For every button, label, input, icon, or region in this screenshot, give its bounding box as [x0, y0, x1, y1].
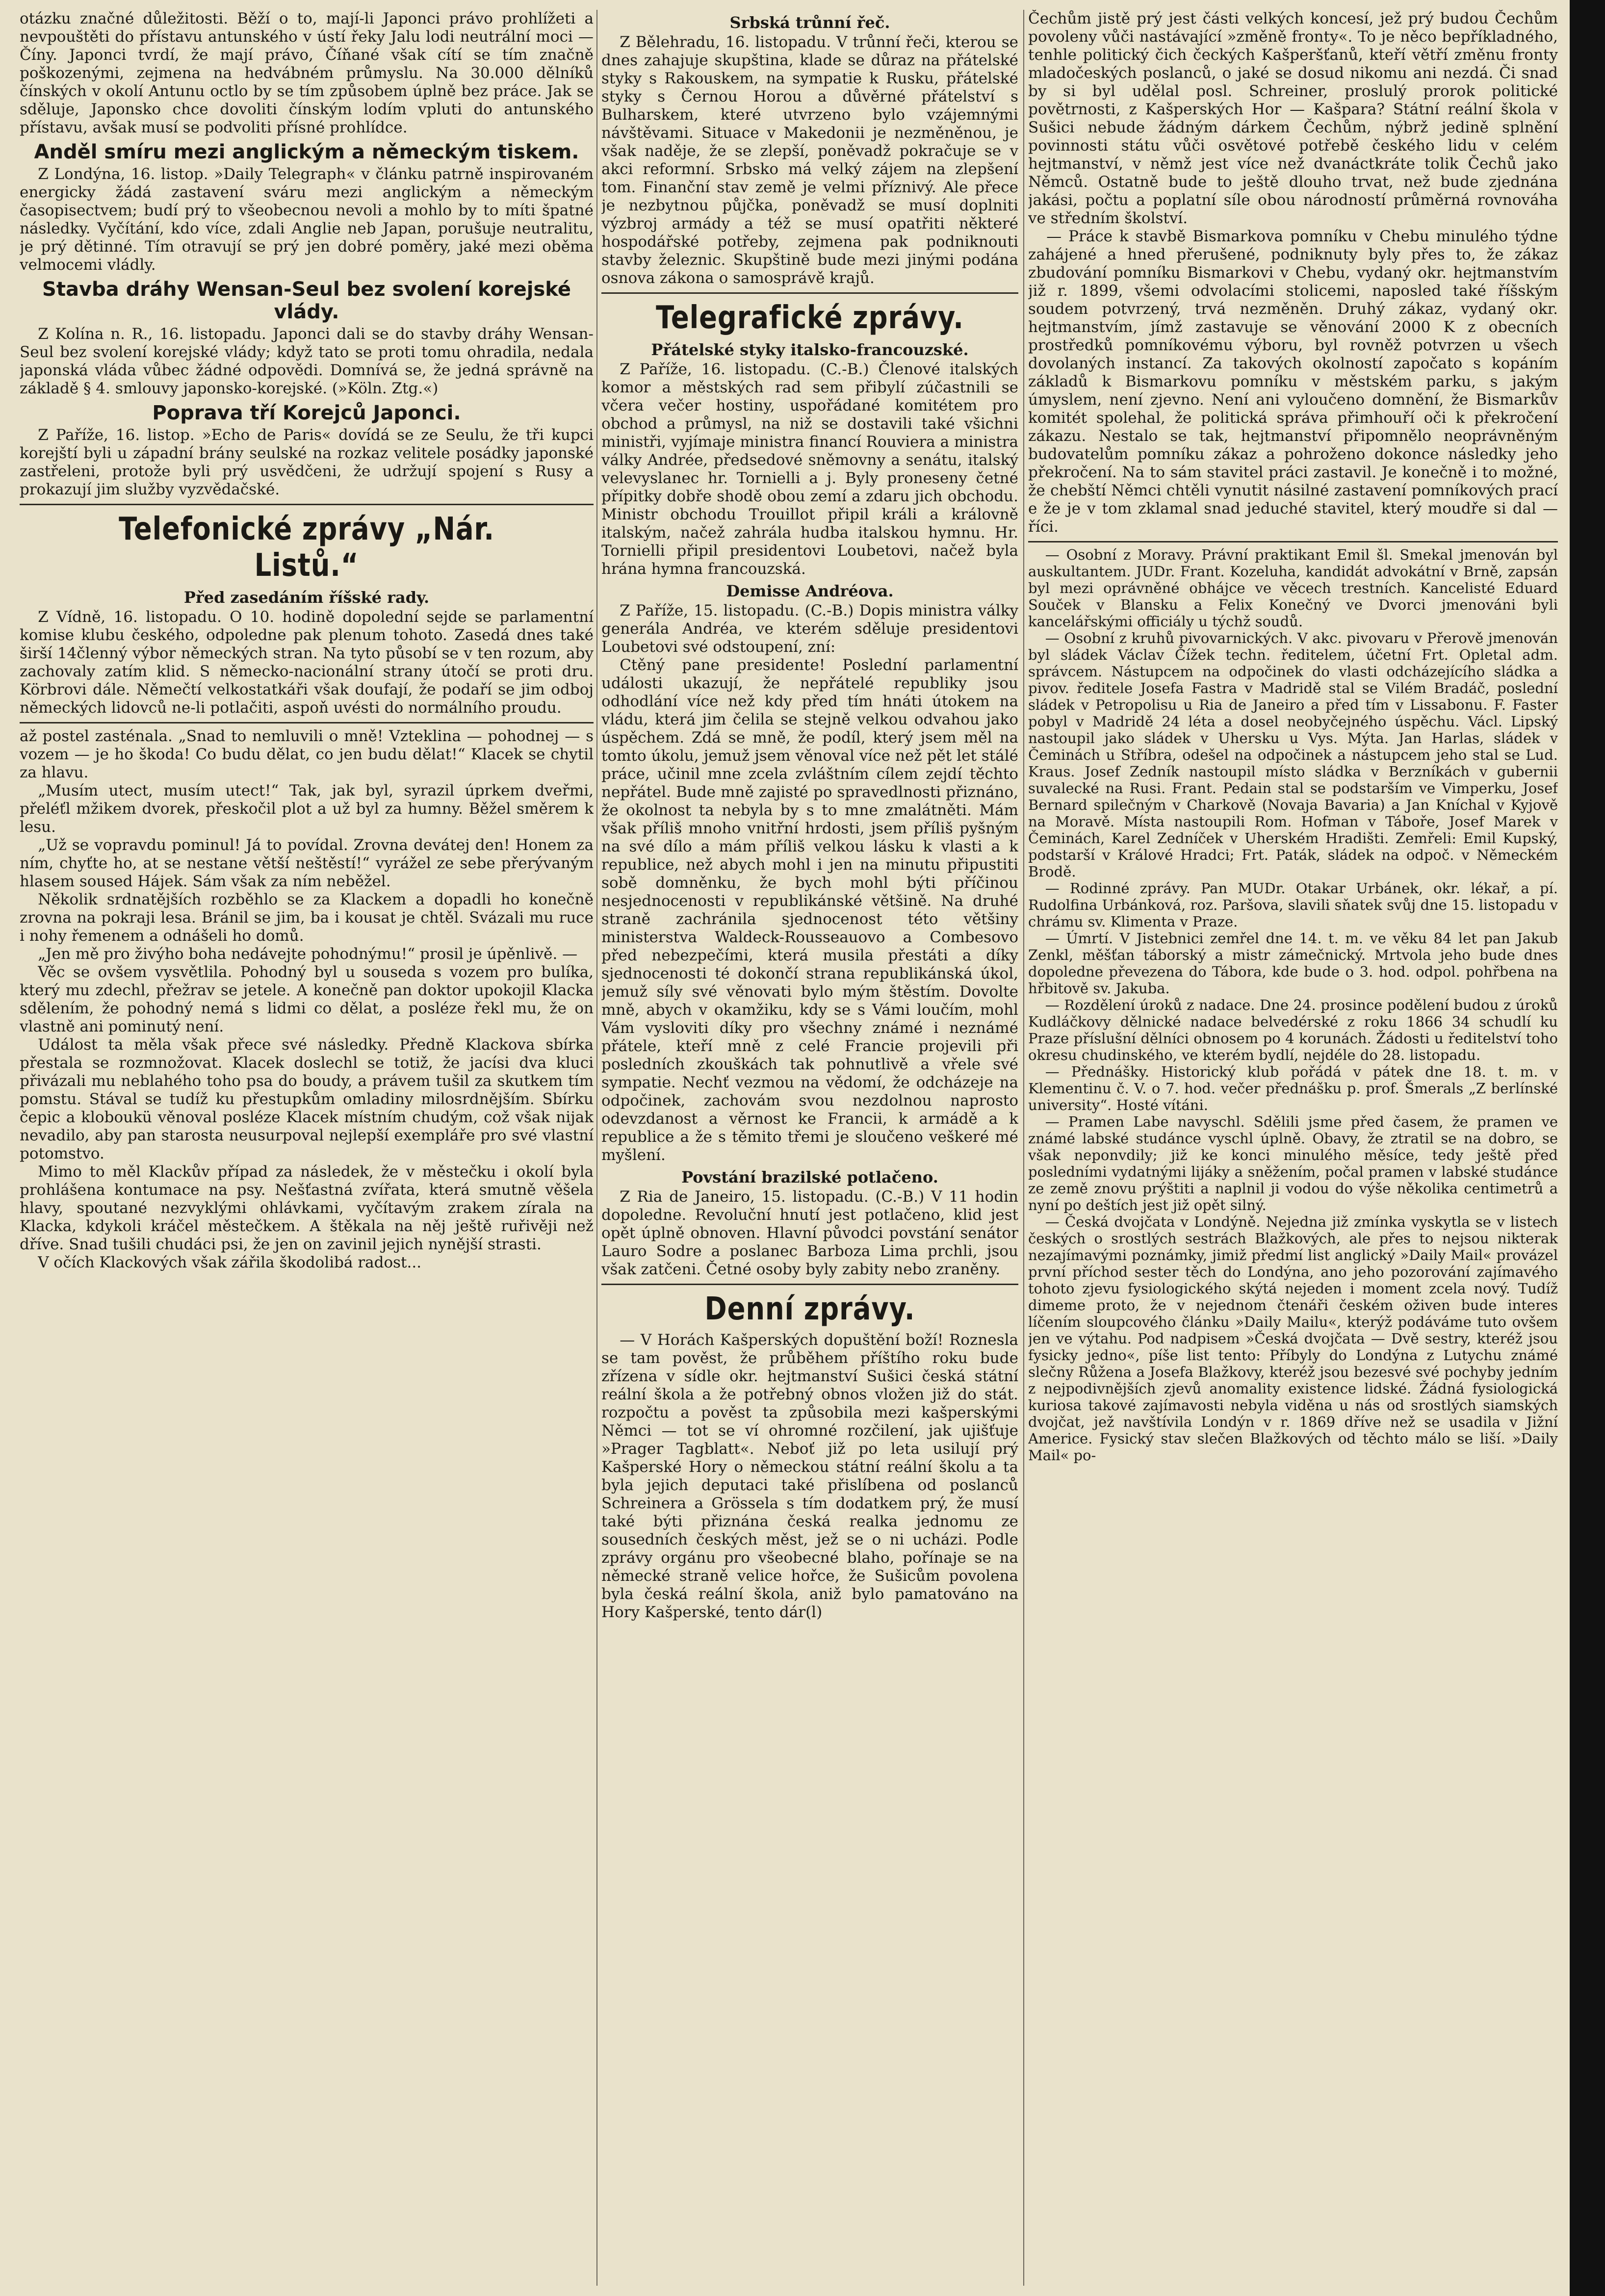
divider — [1028, 541, 1558, 542]
article-text: Z Paříže, 16. listop. »Echo de Paris« dovídá se ze Seulu, že tři kupci korejští byli u západní brány seulské na rozkaz velitele posádky japonské zastřeleni, protože byli prý usvědčeni, že udržují spojení s Rusy a prokazují jim služby vyzvědačské. — [20, 426, 594, 498]
divider — [20, 504, 594, 505]
section-title: Telefonické zprávy „Nár. Listů.“ — [119, 511, 494, 584]
divider — [20, 722, 594, 723]
column-middle — [601, 10, 1018, 2286]
article-text: — Práce k stavbě Bismarkova pomníku v Chebu minulého týdne zahájené a hned přerušené, podniknuty byly přes to, že zákaz zbudování pomníku Bismarkovi v Chebu, vydaný okr. hejtmanstvím již r. 1899, všemi odvolacími stolicemi, naposled také říšským soudem potvrzený, trvá nezměněn. Druhý zákaz, vydaný okr. hejtmanstvím, jímž zastavuje se věnování 2000 K z obecních prostředků pomníkovému výboru, byl rovněž potvrzen u všech dovolaných instancí. Za takových okolností započato s kopáním základů k Bismarkovu pomníku v městském parku, s jakým úmyslem, není zjevno. Není ani vyloučeno domnění, že Bismarkův komitét spolehal, že politická správa přimhouří oči k překročení zákazu. Nestalo se tak, hejtmanství připomnělo neoprávněným budovatelům pomníku zákaz a pohroženo dokonce následky jeho překročení. Na to sám stavitel práci zastavil. Je konečně i to možné, že chebští Němci chtěli vynutit násilné zastavení pomníkových prací e že je v tom zklamal snad jeduché stavitel, který moudře si dal — říci. — [1028, 228, 1558, 536]
article-text: Z Vídně, 16. listopadu. O 10. hodině dopolední sejde se parlamentní komise klubu českého, odpoledne pak plenum tohoto. Zasedá dnes také širší 14členný výbor německých stran. Na tyto působí se v ten rozum, aby zachovaly zatím klid. S německo-nacionální strany útočí se proti dru. Körbrovi dále. Němečtí velkostatkáři však doufají, že podaří se jim odboj německých lidovců ne-li potlačiti, aspoň uvésti do normálního proudu. — [20, 608, 594, 717]
subheadline: Demisse Andréova. — [726, 582, 894, 600]
feuilleton-text: Událost ta měla však přece své následky. Předně Klackova sbírka přestala se rozmnožovat. Klacek doslechl se totiž, že jacísi dva kluci přivázali mu neblahého toho psa do boudy, a právem tušil za skutkem tím pomstu. Stával se tudíž ku přestupkům omladiny milosrdnějším. Sbírku čepic a kloboukü věnoval posléze Klacek místním chudým, což však nijak nevadilo, aby pan starosta neusurpoval nejlepší exempláře pro své vlastní potomstvo. — [20, 1036, 594, 1162]
section-title: Telegrafické zprávy. — [656, 300, 964, 336]
headline: Poprava tří Korejců Japonci. — [152, 402, 461, 424]
feuilleton-text: Věc se ovšem vysvětlila. Pohodný byl u souseda s vozem pro bulíka, který mu zdechl, přežrav se jetele. A konečně pan doktor upokojil Klacka sdělením, že pohodný nemá s lidmi co dělat, a posléze řekl mu, že on vlastně ani pominutý není. — [20, 963, 594, 1035]
article-text: Ctěný pane presidente! Poslední parlamentní události ukazují, že nepřátelé republiky jsou odhodlání více než kdy před tím hnáti útokem na vládu, která jim čelila se stejně velkou odvahou jako úspěchem. Zdá se mně, že podíl, který jsem měl na tomto úkolu, jemuž jsem věnoval více než pět let stálé práce, učinil mne zcela zvláštním cílem zejdí těchto nepřátel. Bude mně zajisté po spravedlnosti přiznáno, že okolnost ta nebyla by s to mne zmalátněti. Mám však příliš mnoho vnitřní hrdosti, jsem příliš pyšným na své dílo a mám příliš velkou lásku k vlasti a k republice, než abych mohl i jen na minutu připustiti sobě domněnku, že bych mohl býti příčinou nesjednocenosti v republikánské většině. Na druhé straně zachránila sjednocenost této většiny ministerstva Waldeck-Rousseauovo a Combesovo před nebezpečími, která musila přestáti a díky sjednocenosti té dokončí strana republikánská úkol, jemuž síly své věnovati bylo mým štěstím. Dovolte mně, abych v okamžiku, kdy se s Vámi loučím, mohl Vám vysloviti díky pro všechny známé i neznámé přátele, kteří mně z celé Francie projevili při posledních zkouškách tak pohnutlivě a vřele své sympatie. Nechť vezmou na vědomí, že odcházeje na odpočinek, zachovám svou nezdolnou naprosto odevzdanost a věrnost ke Francii, k armádě a k republice a že s těmito třemi je sloučeno veškeré mé myšlení. — [601, 656, 1018, 1164]
feuilleton-text: Několik srdnatějších rozběhlo se za Klackem a dopadli ho konečně zrovna na pokraji lesa. Bránil se jim, ba i kousat je chtěl. Svázali mu ruce i nohy řemenem a odnášeli ho domů. — [20, 891, 594, 945]
news-item: — Přednášky. Historický klub pořádá v pátek dne 18. t. m. v Klementinu č. V. o 7. hod. večer přednášku p. prof. Šmerals „Z berlínské university“. Hosté vítáni. — [1028, 1063, 1558, 1113]
news-item: — Osobní z Moravy. Právní praktikant Emil šl. Smekal jmenován byl auskultantem. JUDr. Frant. Kozeluha, kandidát advokátní v Brně, zapsán byl mezi oprávněné obhájce ve věcech trestních. Kancelisté Eduard Souček v Blansku a Felix Konečný ve Dvorci jmenováni byli kancelářskými officiály u týchž soudů. — [1028, 546, 1558, 630]
article-text: Z Kolína n. R., 16. listopadu. Japonci dali se do stavby dráhy Wensan-Seul bez svolení korejské vlády; když tato se proti tomu ohradila, nedala japonská vláda vůbec žádné odpovědi. Domnívá se, že jedná správně na základě § 4. smlouvy japonsko-korejské. (»Köln. Ztg.«) — [20, 325, 594, 397]
news-item: — Rozdělení úroků z nadace. Dne 24. prosince podělení budou z úroků Kudláčkovy dělnické nadace belvedérské z roku 1866 34 schudlí ku Praze příslušní dělníci obnosem po 4 korunách. Žádosti u ředitelství toho okresu chudinského, ve kterém bydlí, nejdéle do 28. listopadu. — [1028, 997, 1558, 1063]
article-text: Z Ria de Janeiro, 15. listopadu. (C.-B.) V 11 hodin dopoledne. Revoluční hnutí jest potlačeno, klid jest opět úplně obnoven. Hlavní původci povstání senátor Lauro Sodre a poslanec Barboza Lima prchli, jsou však zatčeni. Četné osoby byly zabity nebo zraněny. — [601, 1188, 1018, 1278]
article-text: Z Paříže, 15. listopadu. (C.-B.) Dopis ministra války generála Andréa, ve kterém sděluje presidentovi Loubetovi své odstoupení, zní: — [601, 602, 1018, 656]
feuilleton-text: „Jen mě pro živýho boha nedávejte pohodnýmu!“ prosil je úpěnlivě. — — [38, 945, 578, 963]
column-rule — [1023, 10, 1024, 2286]
subheadline: Před zasedáním říšské rady. — [183, 588, 430, 607]
news-item: — Česká dvojčata v Londýně. Nejedna již zmínka vyskytla se v listech českých o srostlých sestrách Blažkových, ale přes to nejsou nikterak nezajímavými poznámky, jimiž předmí list anglický »Daily Mail« provázel první příchod sester těch do Londýna, ano jeho pozorování zajímavého tohoto zjevu fysiologického skýtá nejeden i moment zcela nový. Tudíž dimeme proto, že v nejednom čtenáři českém oživen bude interes líčením sloupcového článku »Daily Mailu«, kterýž podáváme tuto ovšem jen ve výtahu. Pod nadpisem »Česká dvojčata — Dvě sestry, kteréž jsou fysicky jedno«, píše list tento: Příbyly do Londýna z Lutychu známé slečny Růžena a Josefa Blažkovy, kteréž jsou bezesvé své pochyby jedním z nejpodivnějších zjevů anomality existence lidské. Žádná fysiologická kuriosa takové zajímavosti nebyla viděna u nás od srostlých siamských dvojčat, jež navštívila Londýn v r. 1869 dříve než se usadila v Jižní Americe. Fysický stav slečen Blažkových od těchto málo se liší. »Daily Mail« po- — [1028, 1213, 1558, 1464]
news-item: — Rodinné zprávy. Pan MUDr. Otakar Urbánek, okr. lékař, a pí. Rudolfina Urbánková, roz. Paršova, slavili sňatek svůj dne 15. listopadu v chrámu sv. Klimenta v Praze. — [1028, 880, 1558, 930]
headline: Anděl smíru mezi anglickým a německým tiskem. — [34, 141, 579, 163]
news-item: — Pramen Labe navyschl. Sdělili jsme před časem, že pramen ve známé labské studánce vyschl úplně. Obavy, že ztratil se na dobro, se však neponvdily; již ke konci minulého měsíce, tedy ještě před posledními vydatnými lijáky a sněžením, počal pramen v labské studánce ze země znovu prýštiti a naplnil ji vodou do výše několika centimetrů a nyní po deštích jest již opět silný. — [1028, 1113, 1558, 1213]
column-rule — [596, 10, 597, 2286]
section-title: Denní zprávy. — [704, 1291, 915, 1327]
divider — [601, 292, 1018, 294]
headline: Stavba dráhy Wensan-Seul bez svolení korejské vlády. — [42, 278, 571, 323]
article-text: Z Londýna, 16. listop. »Daily Telegraph« v článku patrně inspirovaném energicky žádá zastavení sváru mezi anglickým a německým časopisectvem; budí prý to všeobecnou nevoli a mohlo by to míti špatné následky. Vyčítání, kdo více, zdali Anglie neb Japan, porušuje neutralitu, je prý dětinné. Tím otravují se prý jen dobré poměry, jaké mezi oběma velmocemi vládly. — [20, 165, 594, 274]
feuilleton-text: V očích Klackových však zářila škodolibá radost... — [38, 1254, 422, 1271]
page-edge — [1570, 0, 1605, 2296]
column-right — [1028, 10, 1558, 2286]
subheadline: Povstání brazilské potlačeno. — [681, 1168, 938, 1187]
article-text: Z Paříže, 16. listopadu. (C.-B.) Členové italských komor a městských rad sem přibylí zúčastnili se včera večer hostiny, uspořádané komitétem pro obchod a průmysl, na niž se dostavili také všichni ministři, vyjímaje ministra financí Rouviera a ministra války Andrée, předsedové sněmovny a senátu, italský velevyslanec hr. Tornielli a j. Byly proneseny četné přípitky dobře shodě obou zemí a zdaru jich obchodu. Ministr obchodu Trouillot připil králi a královně italským, načež zahrála hudba italskou hymnu. Hr. Tornielli připil presidentovi Loubetovi, načež byla hrána hymna francouzská. — [601, 361, 1018, 578]
feuilleton-text: „Musím utect, musím utect!“ Tak, jak byl, syrazil úprkem dveřmi, přeléťl mžikem dvorek, přeskočil plot a už byl za humny. Běžel směrem k lesu. — [20, 782, 594, 836]
article-text: — V Horách Kašperských dopuštění boží! Roznesla se tam pověst, že průběhem příštího roku bude zřízena v sídle okr. hejtmanství Sušici česká státní reální škola a že potřebný obnos vložen již do stát. rozpočtu a pověst ta způsobila mezi kašperskými Němci — tot se ví ohromné rozčilení, jak ujišťuje »Prager Tagblatt«. Neboť již po leta usilují prý Kašperské Hory o německou státní reální školu a ta byla jejich deputaci také přislíbena od poslanců Schreinera a Grössela s tím dodatkem prý, že musí také býti přiznána česká realka jednomu ze sousedních českých měst, jež se o ni ucházi. Podle zprávy orgánu pro všeobecné blaho, pořínaje se na německé straně velice hořce, že Sušicům povolena byla česká reální škola, aniž bylo pamatováno na Hory Kašperské, tento dár(l) — [601, 1331, 1018, 1621]
news-item: — Úmrtí. V Jistebnici zemřel dne 14. t. m. ve věku 84 let pan Jakub Zenkl, měšťan táborský a mistr zámečnický. Mrtvola jeho bude dnes dopoledne převezena do Tábora, kde bude o 3. hod. odpol. pohřbena na hřbitově sv. Jakuba. — [1028, 930, 1558, 997]
subheadline: Přátelské styky italsko-francouzské. — [651, 340, 969, 359]
column-left — [20, 10, 594, 2286]
feuilleton-text: Mimo to měl Klackův případ za následek, že v městečku i okolí byla prohlášena kontumace na psy. Nešťastná zvířata, která smutně věšela hlavy, spoutané nezvyklými ohlávkami, vyčítavým zrakem zírala na Klacka, kdykoli kráčel městečkem. A štěkala na něj ještě ruřivěji než dříve. Snad tušili chudáci psi, že jen on zavinil jejich nynější strasti. — [20, 1163, 594, 1253]
headline: Srbská trůnní řeč. — [729, 13, 890, 32]
article-text: Čechům jistě prý jest části velkých koncesí, jež prý budou Čechům povoleny vůči nastávající »změně fronty«. To je něco bepříkladného, tenhle politický čich čeckých Kašperšťanů, kteří větří změnu fronty mladočeských poslanců, o jaké se dosud nikomu ani nezdá. Či snad by si byl udělal posl. Schreiner, proslulý prorok politické povětrnosti, z Kašperských Hor — Kašpara? Státní reální škola v Sušici nebude žádným dárkem Čechům, nýbrž jedině splnění povinnosti státu vůči osvětové potřebě českého lidu v celém hejtmanství, v němž jest více než dvanáctkráte tolik Čechů jako Němců. Ostatně bude to ještě dlouho trvat, než bude zjednána jakási, počtu a poplatní síle obou národností průměrná rovnováha ve středním školství. — [1028, 10, 1558, 227]
article-text: otázku značné důležitosti. Běží o to, mají-li Japonci právo prohlížeti a nevpouštěti do přístavu antunského v ústí řeky Jalu lodi neutrální moci — Číny. Japonci tvrdí, že mají právo, Číňané však cítí se tím značně poškozenými, zejmena na hedvábném průmyslu. Na 30.000 dělníků čínských v okolí Antunu octlo by se tím způsobem úplně bez práce. Jak se sděluje, Japonsko chce dovoliti čínským lodím vpluti do antunského přístavu, avšak musí se podvoliti přísné prohlídce. — [20, 10, 594, 136]
article-text: Z Bělehradu, 16. listopadu. V trůnní řeči, kterou se dnes zahajuje skupština, klade se důraz na přátelské styky s Rakouskem, na sympatie k Rusku, přátelské styky s Černou Horou a důvěrné přátelství s Bulharskem, které utvrzeno bylo vzájemnými návštěvami. Situace v Makedonii je nezměněnou, je však naděje, že se zlepší, poněvadž pokračuje se v akci reformní. Srbsko má velký zájem na zlepšení tom. Finanční stav země je velmi příznivý. Ale přece je nezbytnou půjčka, poněvadž se musí doplniti výzbroj armády a též se musí opatřiti některé hospodářské potřeby, zejmena pak podniknouti stavby železnic. Skupštině bude mezi jinými podána osnova zákona o samosprávě krajů. — [601, 33, 1018, 287]
divider — [601, 1284, 1018, 1285]
news-item: — Osobní z kruhů pivovarnických. V akc. pivovaru v Přerově jmenován byl sládek Václav Čížek techn. ředitelem, účetní Frt. Opletal adm. správcem. Nástupcem na odpočinek do vlasti odcházejícího sládka a pivov. ředitele Josefa Fastra v Madridě stal se Vilém Bradáč, poslední sládek v Petropolisu u Ria de Janeiro a před tím v Lissabonu. F. Faster pobyl v Madridě 24 léta a dosel neobyčejného úspěchu. Václ. Lipský nastoupil jako sládek v Uhersku u Vys. Mýta. Jan Harlas, sládek v Čeminách u Stříbra, odešel na odpočinek a nástupcem jeho stal se Lud. Kraus. Josef Zedník nastoupil místo sládka v Berzníkách v gubernii suvalecké na Rusi. Frant. Pedain stal se podstarším ve Vimperku, Josef Bernard spilečným v Charkově (Novaja Bavaria) a Jan Kníchal v Kyjově na Moravě. Místa nastoupili Rom. Hofman v Táboře, Josef Marek v Čeminách, Karel Zedníček v Uherském Hradišti. Zemřeli: Emil Kupský, podstarší v Králové Hradci; Frt. Paták, sládek na odpoč. v Německém Brodě. — [1028, 630, 1558, 880]
feuilleton-text: „Už se vopravdu pominul! Já to povídal. Zrovna devátej den! Honem za ním, chyťte ho, at se nestane větší neštěstí!“ vyrážel ze sebe přerývaným hlasem soused Hájek. Sám však za ním neběžel. — [20, 836, 594, 890]
feuilleton-text: až postel zasténala. „Snad to nemluvili o mně! Vzteklina — pohodnej — s vozem — je ho škoda! Co budu dělat, co jen budu dělat!“ Klacek se chytil za hlavu. — [20, 727, 594, 781]
